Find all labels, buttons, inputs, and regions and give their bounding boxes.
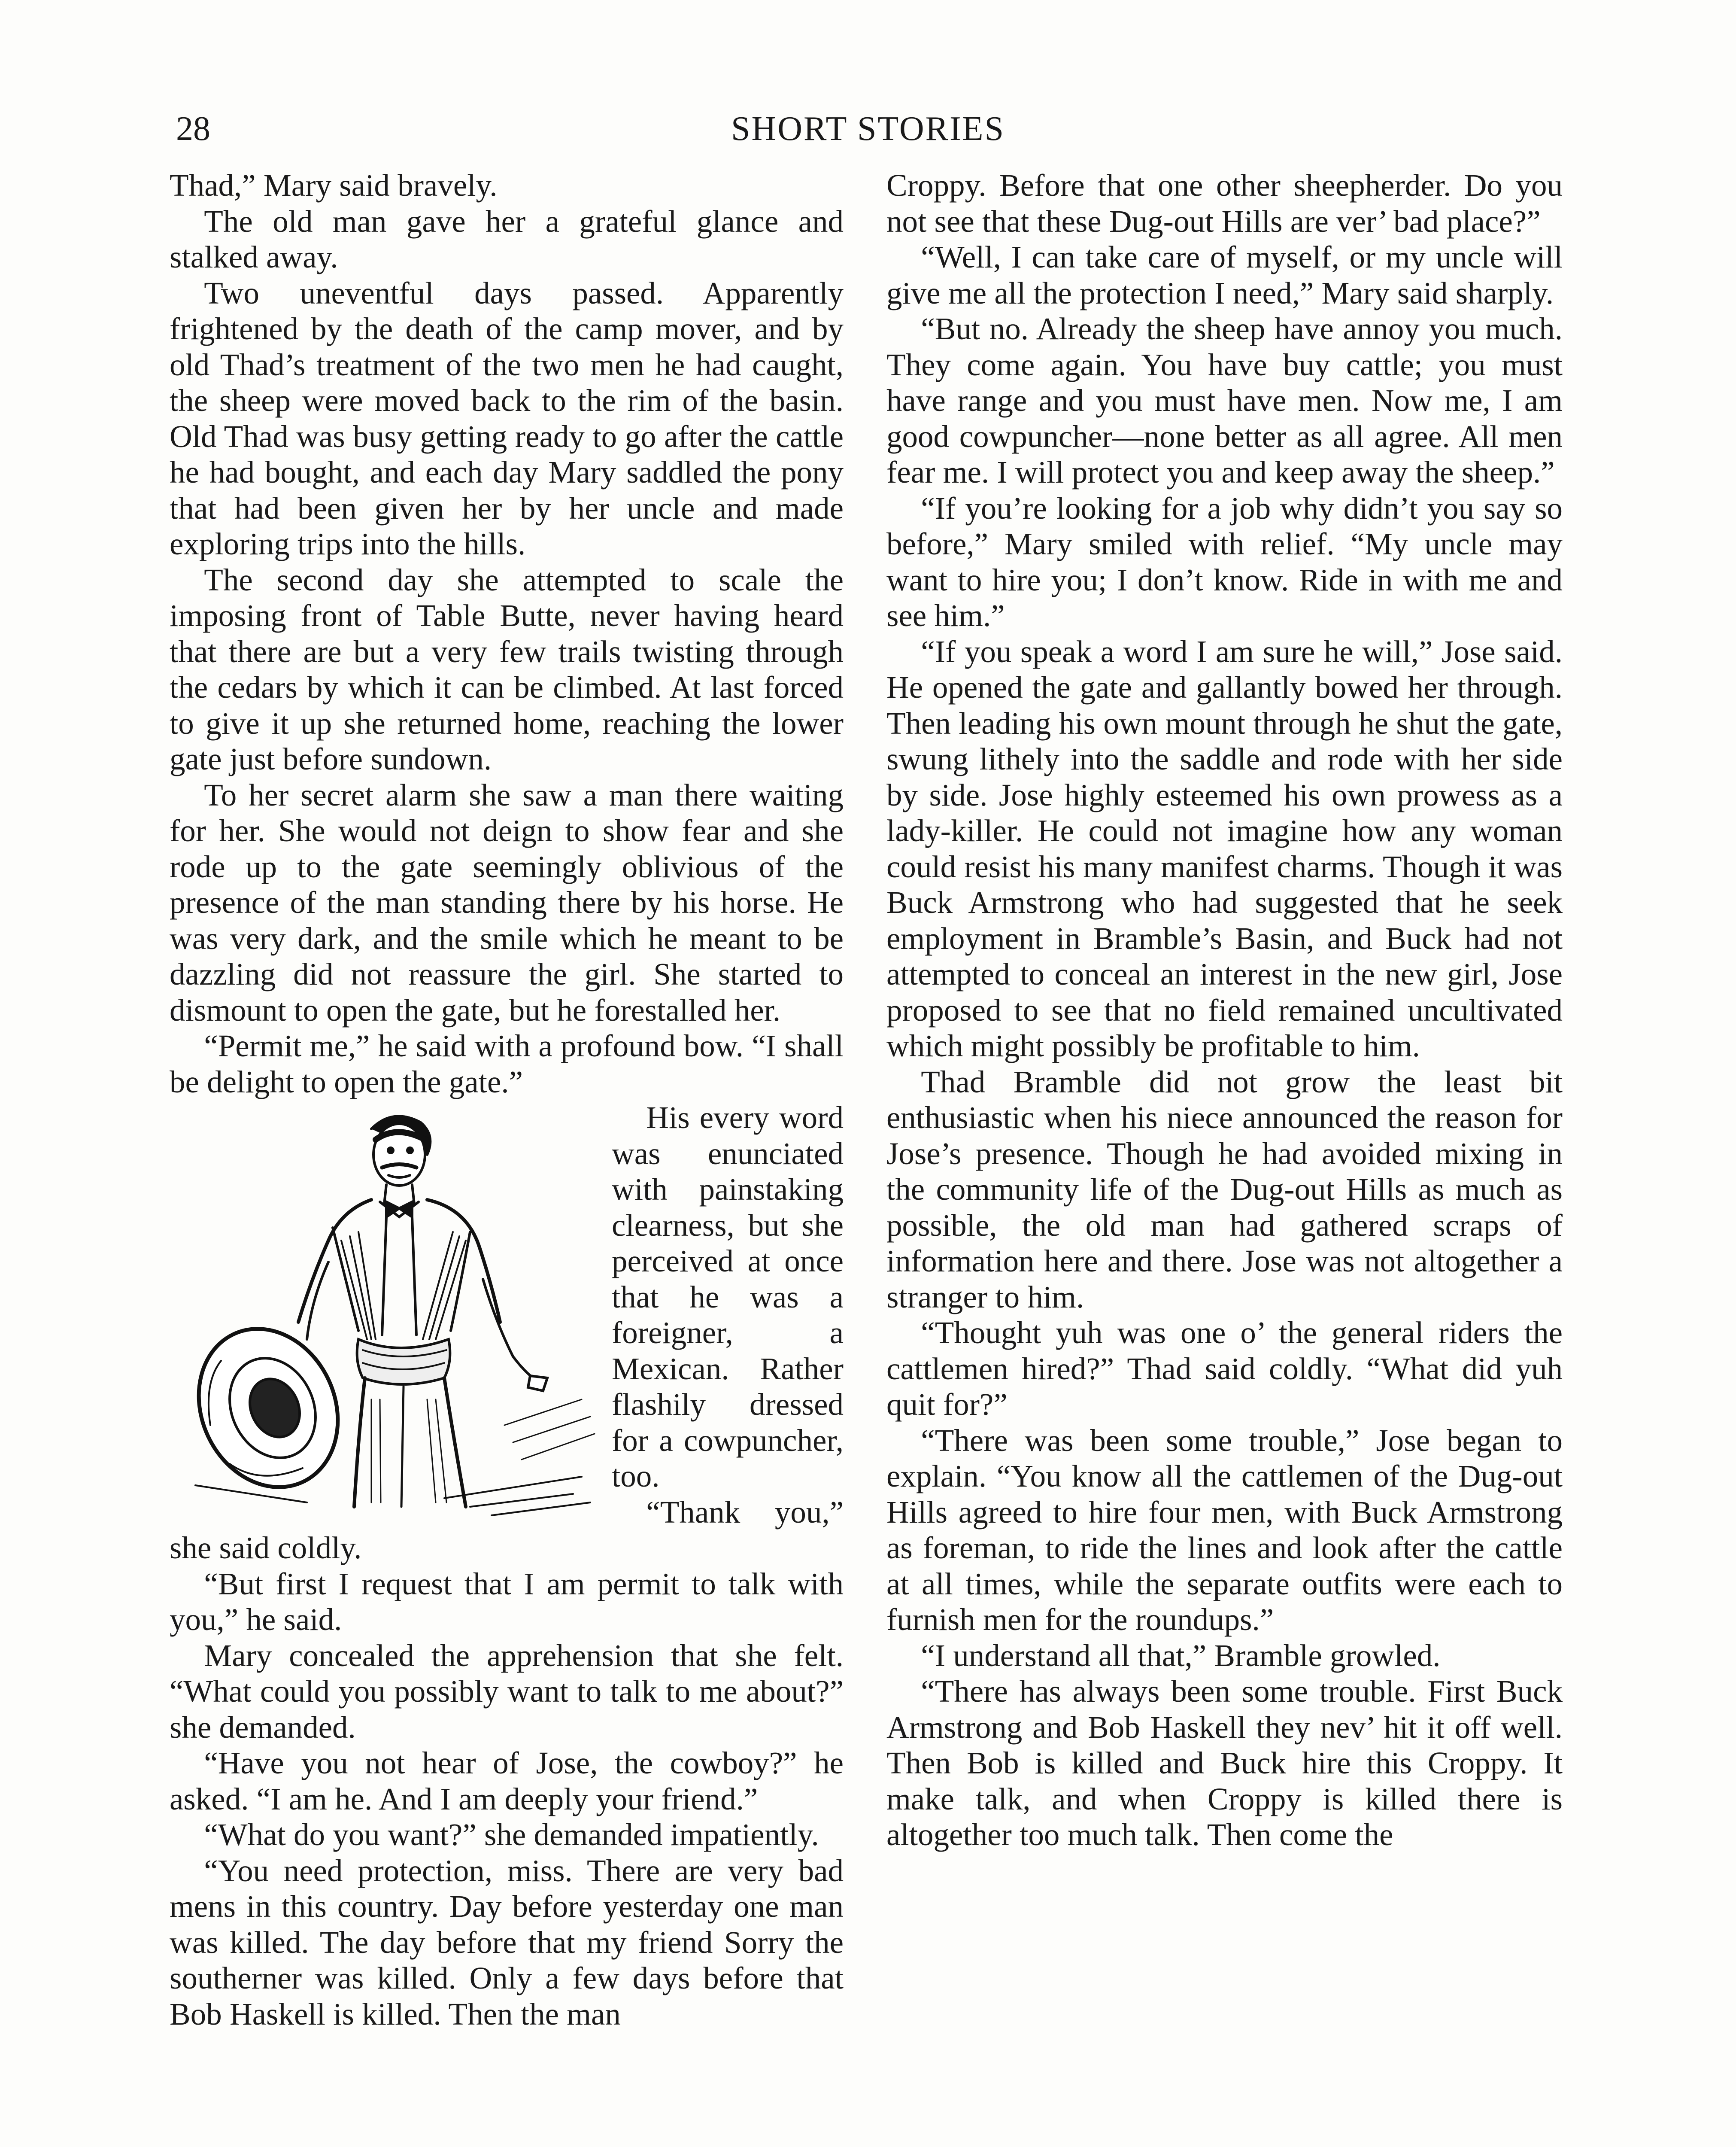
paragraph: “If you’re looking for a job why didn’t you say so before,” Mary smiled with relief. “My uncle may want to hire you; I don’t know. Ride in with me and see him.” [886,490,1563,633]
paragraph: To her secret alarm she saw a man there waiting for her. She would not deign to show fear and she rode up to the gate seemingly oblivious of the presence of the man standing there by his horse. He was very dark, and the smile which he meant to be dazzling did not reassure the girl. She started to dismount to open the gate, but he forestalled her. [170,777,844,1028]
paragraph: “What do you want?” she demanded impatiently. [204,1817,819,1852]
paragraph: “Thought yuh was one o’ the general riders the cattlemen hired?” Thad said coldly. “What did yuh quit for?” [886,1315,1563,1422]
paragraph: “Have you not hear of Jose, the cowboy?” he asked. “I am he. And I am deeply your friend.” [170,1746,844,1816]
paragraph: “I understand all that,” Bramble growled. [921,1638,1441,1673]
paragraph: Thad,” Mary said bravely. [170,168,498,203]
paragraph: “You need protection, miss. There are very bad mens in this country. Day before yesterday one man was killed. The day before that my friend Sorry the southerner was killed. Only a few days before that Bob Haskell is killed. Then the man [170,1853,844,2031]
paragraph: “There has always been some trouble. First Buck Armstrong and Bob Haskell they nev’ hit it off well. Then Bob is killed and Buck hire this Croppy. It make talk, and when Croppy is killed there is altogether too much talk. Then come the [886,1674,1563,1852]
paragraph: “Well, I can take care of myself, or my uncle will give me all the protection I need,” Mary said sharply. [886,240,1563,310]
paragraph: “Thank you,” she said coldly. [170,1494,844,1565]
left-column [170,167,844,2032]
cowboy-illustration [170,1099,599,1520]
paragraph: His every word was enunciated with painstaking clearness, but she perceived at once that he was a foreigner, a Mexican. Rather flashily dressed for a cowpuncher, too. [612,1100,844,1493]
paragraph: “If you speak a word I am sure he will,” Jose said. He opened the gate and gallantly bowed her through. Then leading his own mount through he shut the gate, swung lithely into the saddle and rode with her side by side. Jose highly esteemed his own prowess as a lady-killer. He could not imagine how any woman could resist his many manifest charms. Though it was Buck Armstrong who had suggested that he seek employment in Bramble’s Basin, and Buck had not attempted to conceal an interest in the new girl, Jose proposed to see that no field remained uncultivated which might possibly be profitable to him. [886,634,1563,1063]
paragraph: Thad Bramble did not grow the least bit enthusiastic when his niece announced the reason for Jose’s presence. Though he had avoided mixing in the community life of the Dug-out Hills as much as possible, the old man had gathered scraps of information here and there. Jose was not altogether a stranger to him. [886,1064,1563,1314]
paragraph: The old man gave her a grateful glance and stalked away. [170,204,844,274]
paragraph: Croppy. Before that one other sheepherder. Do you not see that these Dug-out Hills are ver’ bad place?” [886,168,1563,239]
running-title: SHORT STORIES [731,110,1005,148]
right-column [886,167,1563,1853]
paragraph: Two uneventful days passed. Apparently frightened by the death of the camp mover, and by old Thad’s treatment of the two men he had caught, the sheep were moved back to the rim of the basin. Old Thad was busy getting ready to go after the cattle he had bought, and each day Mary saddled the pony that had been given her by her uncle and made exploring trips into the hills. [170,275,844,561]
paragraph: The second day she attempted to scale the imposing front of Table Butte, never having heard that there are but a very few trails twisting through the cedars by which it can be climbed. At last forced to give it up she returned home, reaching the lower gate just before sundown. [170,562,844,776]
paragraph: “There was been some trouble,” Jose began to explain. “You know all the cattlemen of the Dug-out Hills agreed to hire four men, with Buck Armstrong as foreman, to ride the lines and look after the cattle at all times, while the separate outfits were each to furnish men for the roundups.” [886,1423,1563,1637]
paragraph: “But first I request that I am permit to talk with you,” he said. [170,1566,844,1637]
page-number: 28 [176,110,210,148]
paragraph: “But no. Already the sheep have annoy you much. They come again. You have buy cattle; you must have range and you must have men. Now me, I am good cowpuncher—none better as all agree. All men fear me. I will protect you and keep away the sheep.” [886,311,1563,490]
paragraph: “Permit me,” he said with a profound bow. “I shall be delight to open the gate.” [170,1028,844,1099]
paragraph: Mary concealed the apprehension that she felt. “What could you possibly want to talk to me about?” she demanded. [170,1638,844,1745]
